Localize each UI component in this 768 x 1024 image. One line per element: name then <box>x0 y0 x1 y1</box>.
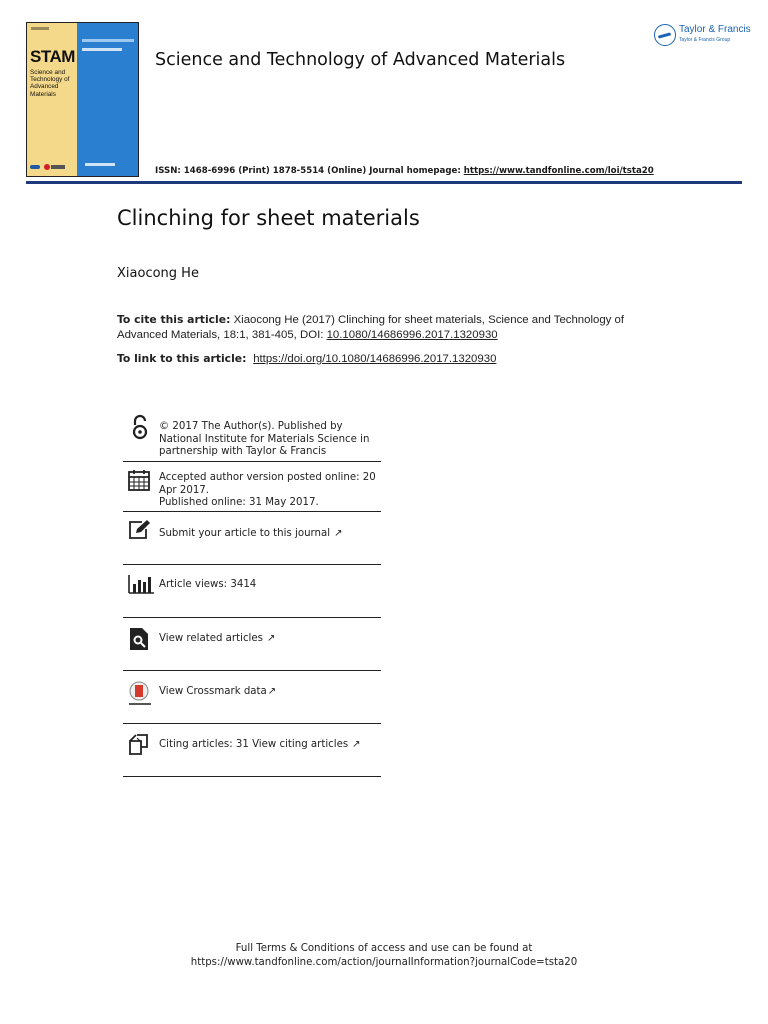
article-title: Clinching for sheet materials <box>117 206 420 230</box>
taylor-francis-logo[interactable] <box>654 22 751 48</box>
submit-article-row[interactable] <box>123 512 381 565</box>
crossmark-row[interactable] <box>123 671 381 724</box>
cover-publisher-logos <box>30 163 74 171</box>
crossmark-icon <box>127 680 153 706</box>
accepted-date: Accepted author version posted online: 20 Apr 2017. <box>159 472 376 496</box>
article-link-line <box>117 352 496 365</box>
open-access-icon <box>127 414 153 440</box>
citation-block <box>117 312 657 343</box>
external-link-icon: ↗ <box>266 633 276 644</box>
header-divider <box>26 181 742 184</box>
citing-articles-icon <box>127 733 153 759</box>
issn-text: ISSN: 1468-6996 (Print) 1878-5514 (Online) Journal homepage: <box>155 166 464 176</box>
related-search-icon <box>127 626 153 652</box>
publisher-emblem-icon <box>654 24 676 46</box>
terms-text: Full Terms & Conditions of access and use can be found at <box>235 943 533 954</box>
related-articles-link[interactable]: View related articles ↗ <box>159 633 276 644</box>
cover-subtitle: Science and Technology of Advanced Materials <box>30 69 70 98</box>
dates-text <box>159 472 379 510</box>
link-label: To link to this article: <box>117 352 251 365</box>
article-views: Article views: 3414 <box>159 579 257 590</box>
article-author: Xiaocong He <box>117 266 199 281</box>
article-info-list <box>123 412 381 777</box>
published-date: Published online: 31 May 2017. <box>159 497 319 508</box>
journal-homepage-link[interactable]: https://www.tandfonline.com/loi/tsta20 <box>463 166 654 176</box>
article-doi-link[interactable]: https://doi.org/10.1080/14686996.2017.1320930 <box>253 353 497 365</box>
citation-label: To cite this article: <box>117 313 231 326</box>
terms-link[interactable]: https://www.tandfonline.com/action/journalInformation?journalCode=tsta20 <box>190 957 578 968</box>
license-row <box>123 412 381 462</box>
citation-doi-link[interactable]: 10.1080/14686996.2017.1320930 <box>326 329 498 341</box>
calendar-icon <box>127 468 153 494</box>
citing-articles-link[interactable]: Citing articles: 31 View citing articles ↗ <box>159 739 361 750</box>
publisher-group: Taylor & Francis Group <box>679 37 731 43</box>
journal-title: Science and Technology of Advanced Materials <box>155 50 566 70</box>
journal-cover-image <box>26 22 139 177</box>
bar-chart-icon <box>127 573 153 599</box>
dates-row <box>123 462 381 512</box>
citing-articles-row[interactable] <box>123 724 381 777</box>
external-link-icon: ↗ <box>267 686 277 697</box>
related-articles-row[interactable] <box>123 618 381 671</box>
issn-line <box>155 166 654 176</box>
citation-text: Xiaocong He (2017) Clinching for sheet materials, Science and Technology of Advanced Materials, 18:1, 381-405, DOI: <box>117 314 625 341</box>
external-link-icon: ↗ <box>334 528 343 539</box>
external-link-icon: ↗ <box>352 739 361 750</box>
license-text: © 2017 The Author(s). Published by National Institute for Materials Science in partnership with Taylor & Francis <box>159 421 370 457</box>
crossmark-link[interactable]: View Crossmark data↗ <box>159 686 277 697</box>
edit-icon <box>127 518 153 544</box>
submit-article-link[interactable]: Submit your article to this journal ↗ <box>159 528 343 539</box>
cover-acronym: STAM <box>30 47 75 66</box>
publisher-name: Taylor & Francis <box>679 24 751 35</box>
article-views-row <box>123 565 381 618</box>
